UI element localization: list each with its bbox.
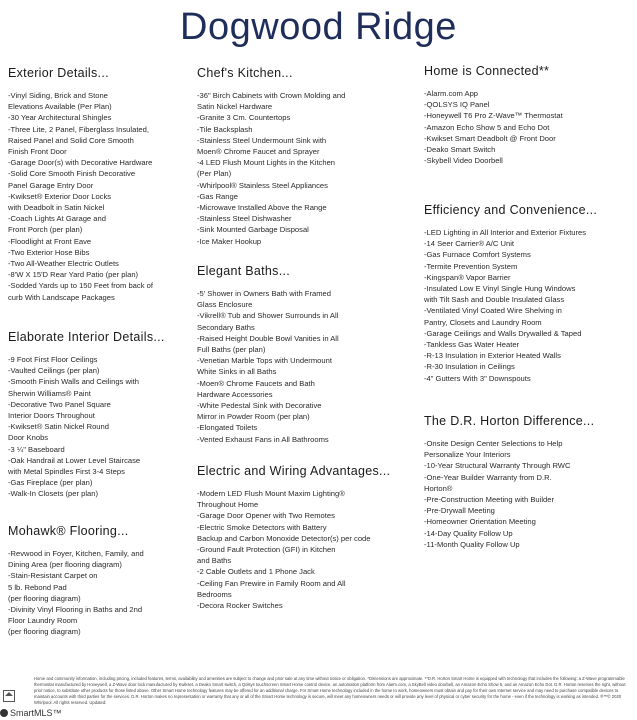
feature-item: -Gas Furnace Comfort Systems [424,250,531,260]
feature-item: Moen® Chrome Faucet and Sprayer [197,147,320,157]
feature-item: -Stain-Resistant Carpet on [8,571,98,581]
feature-item: curb With Landscape Packages [8,292,115,302]
feature-item: -Pre-Drywall Meeting [424,506,495,516]
section-heading: Efficiency and Convenience... [424,203,598,217]
section-heading: Chef's Kitchen... [197,66,293,80]
logo-mark-icon [0,709,8,717]
feature-item: Personalize Your Interiors [424,450,511,460]
feature-item: -Walk-In Closets (per plan) [8,489,99,499]
feature-item: Secondary Baths [197,322,255,332]
feature-item: -Deako Smart Switch [424,145,496,155]
feature-item: -Homeowner Orientation Meeting [424,517,536,527]
interior-section [8,330,193,500]
section-heading: Elaborate Interior Details... [8,330,165,344]
smartmls-logo [0,708,62,718]
efficiency-section [424,203,636,384]
disclaimer-text: Home and community information, including pricing, included features, terms, availability and amenities are subject to change and prior sale at any time without notice or obligation. *Dimensions are approximate. **D.R. Horton Smart Home is equipped with technology that includes the following: a Z-Wave programmable thermostat manufactured by Honeywell, a Z-Wave door lock manufactured by Kwikset, a Deako Smart switch, a Qolsys touchscreen Smart Home control device, an automation platform from Alarm.com, a SkyBell video doorbell, an Amazon Echo Show 5, and an Amazon Echo Dot. D.R. Horton reserves the right, without prior notice, to substitute other products for those listed above. Other Smart Home technology features may be offered for an additional charge. For Smart Home technology included in the home to work, homeowners must obtain and pay for their own Internet service and may need to purchase compatible devices to maintain accounts with third parties for the services. D.R. Horton makes no representation or warranty that any or all of the Smart Home technology is secure, will meet any homeowners needs or will provide any level of physical or cyber security for the home - even if the technology is working as intended. ®™© 2020 Whirlpool. All rights reserved. Updated: [34,676,626,705]
feature-item: -Garage Ceilings and Walls Drywalled & Taped [424,328,582,338]
feature-item: -Vikrell® Tub and Shower Surrounds in All [197,311,339,321]
feature-item: -Skybell Video Doorbell [424,156,503,166]
feature-item: -Coach Lights At Garage and [8,214,106,224]
feature-item: -Three Lite, 2 Panel, Fiberglass Insulated, [8,124,149,134]
feature-item: Full Baths (per plan) [197,345,266,355]
connected-section [424,64,636,166]
feature-item: -Revwood in Foyer, Kitchen, Family, and [8,549,144,558]
feature-item: -Sodded Yards up to 150 Feet from back of [8,281,153,291]
feature-item: -Kwikset® Exterior Door Locks [8,191,112,201]
feature-item: -LED Lighting in All Interior and Exterior Fixtures [424,228,587,237]
feature-item: -Decora Rocker Switches [197,601,283,611]
feature-item: -Ventilated Vinyl Coated Wire Shelving in [424,306,562,316]
feature-item: Front Porch (per plan) [8,225,83,235]
feature-item: -Kwikset Smart Deadbolt @ Front Door [424,133,556,143]
feature-item: Pantry, Closets and Laundry Room [424,317,542,327]
feature-list [8,548,193,638]
logo-text: SmartMLS™ [10,708,62,718]
feature-item: -10-Year Structural Warranty Through RWC [424,461,571,471]
feature-item: Panel Garage Entry Door [8,180,94,190]
page-title: Dogwood Ridge [180,6,457,48]
feature-item: -Oak Handrail at Lower Level Staircase [8,455,141,465]
feature-item: -4 LED Flush Mount Lights in the Kitchen [197,158,336,168]
feature-item: -11-Month Quality Follow Up [424,539,520,549]
feature-item: -30 Year Architectural Shingles [8,113,112,123]
feature-item: Hardware Accessories [197,389,273,399]
feature-item: -Ceiling Fan Prewire in Family Room and All [197,578,346,588]
feature-item: (per flooring diagram) [8,593,81,603]
feature-item: -Divinity Vinyl Flooring in Baths and 2nd [8,605,143,615]
feature-item: Satin Nickel Hardware [197,102,273,112]
feature-item: 5 lb. Rebond Pad [8,582,67,592]
feature-item: Dining Area (per flooring diagram) [8,560,122,570]
feature-list [424,88,636,166]
feature-item: -Vinyl Siding, Brick and Stone [8,91,108,100]
feature-item: Bedrooms [197,589,232,599]
feature-item: Mirror in Powder Room (per plan) [197,412,310,422]
feature-item: -14 Seer Carrier® A/C Unit [424,239,514,249]
feature-item: -Floodlight at Front Eave [8,236,92,246]
feature-item: with Metal Spindles First 3-4 Steps [8,467,125,477]
feature-item: -QOLSYS IQ Panel [424,100,490,110]
feature-item: with Tilt Sash and Double Insulated Glass [424,295,565,305]
feature-list [8,90,193,303]
feature-item: -Microwave Installed Above the Range [197,203,327,213]
feature-item: -4" Gutters With 3" Downspouts [424,373,531,383]
feature-item: -Garage Door Opener with Two Remotes [197,511,335,521]
feature-item: -Kingspan® Vapor Barrier [424,272,511,282]
feature-item: -Kwikset® Satin Nickel Round [8,422,109,432]
feature-item: -Solid Core Smooth Finish Decorative [8,169,136,179]
difference-section [424,414,636,550]
feature-item: -R-13 Insulation in Exterior Heated Walls [424,351,561,361]
feature-item: -Tankless Gas Water Heater [424,340,520,350]
feature-item: -Vaulted Ceilings (per plan) [8,366,100,376]
equal-housing-icon [3,690,15,702]
feature-item: -White Pedestal Sink with Decorative [197,401,322,411]
feature-list [197,90,419,247]
feature-item: Throughout Home [197,500,259,510]
feature-item: and Baths [197,556,232,566]
feature-list [197,288,419,445]
section-heading: Exterior Details... [8,66,109,80]
feature-item: Door Knobs [8,433,49,443]
kitchen-section [197,66,419,247]
feature-item: Interior Doors Throughout [8,411,95,421]
feature-item: -Venetian Marble Tops with Undermount [197,356,332,366]
section-heading: The D.R. Horton Difference... [424,414,595,428]
feature-item: -Pre-Construction Meeting with Builder [424,495,554,505]
feature-item: -Smooth Finish Walls and Ceilings with [8,377,139,387]
section-heading: Home is Connected** [424,64,550,78]
feature-item: -Stainless Steel Dishwasher [197,214,292,224]
feature-item: -Onsite Design Center Selections to Help [424,439,563,448]
feature-item: Raised Panel and Solid Core Smooth [8,135,134,145]
feature-item: -Whirlpool® Stainless Steel Appliances [197,180,328,190]
feature-item: -Alarm.com App [424,89,479,98]
feature-item: -Two Exterior Hose Bibs [8,247,90,257]
feature-item: -36" Birch Cabinets with Crown Molding and [197,91,346,100]
feature-item: -Termite Prevention System [424,261,518,271]
feature-item: -Moen® Chrome Faucets and Bath [197,378,315,388]
feature-item: Horton® [424,483,453,493]
feature-item: -Garage Door(s) with Decorative Hardware [8,158,153,168]
feature-item: -Vented Exhaust Fans in All Bathrooms [197,434,329,444]
feature-item: Backup and Carbon Monoxide Detector(s) per code [197,533,371,543]
feature-item: -Ground Fault Protection (GFI) in Kitchen [197,545,336,555]
feature-list [424,227,636,384]
flooring-section [8,524,193,638]
feature-item: -14-Day Quality Follow Up [424,528,513,538]
feature-item: -Stainless Steel Undermount Sink with [197,135,327,145]
feature-item: Finish Front Door [8,147,67,157]
electric-section [197,464,419,611]
feature-list [197,488,419,611]
feature-item: -Elongated Toilets [197,423,258,433]
feature-item: -Raised Height Double Bowl Vanities in All [197,333,339,343]
feature-item: -Sink Mounted Garbage Disposal [197,225,309,235]
baths-section [197,264,419,445]
feature-item: -Decorative Two Panel Square [8,399,111,409]
feature-item: -Honeywell T6 Pro Z-Wave™ Thermostat [424,111,563,121]
feature-item: -Granite 3 Cm. Countertops [197,113,291,123]
feature-item: -One-Year Builder Warranty from D.R. [424,472,552,482]
feature-item: Sherwin Williams® Paint [8,388,91,398]
feature-item: with Deadbolt in Satin Nickel [8,203,105,213]
feature-item: -2 Cable Outlets and 1 Phone Jack [197,567,315,577]
feature-item: -Electric Smoke Detectors with Battery [197,522,327,532]
section-heading: Electric and Wiring Advantages... [197,464,391,478]
feature-item: -Amazon Echo Show 5 and Echo Dot [424,122,550,132]
feature-item: -Modern LED Flush Mount Maxim Lighting® [197,489,345,498]
feature-list [8,354,193,500]
feature-item: -Gas Range [197,191,238,201]
feature-item: Elevations Available (Per Plan) [8,102,112,112]
feature-item: -5' Shower in Owners Bath with Framed [197,289,331,298]
feature-item: Floor Laundry Room [8,616,78,626]
feature-item: -3 ¼" Baseboard [8,444,65,454]
exterior-section [8,66,193,303]
feature-item: -Two All-Weather Electric Outlets [8,259,119,269]
section-heading: Mohawk® Flooring... [8,524,129,538]
feature-list [424,438,636,550]
feature-item: -8'W X 15'D Rear Yard Patio (per plan) [8,270,139,280]
feature-item: -Ice Maker Hookup [197,236,262,246]
feature-item: -Insulated Low E Vinyl Single Hung Windows [424,284,576,294]
feature-item: (Per Plan) [197,169,232,179]
feature-item: -R-30 Insulation in Ceilings [424,362,515,372]
feature-item: -Tile Backsplash [197,124,253,134]
feature-item: (per flooring diagram) [8,627,81,637]
feature-item: White Sinks in all Baths [197,367,277,377]
section-heading: Elegant Baths... [197,264,291,278]
feature-item: -9 Foot First Floor Ceilings [8,355,98,364]
feature-item: Glass Enclosure [197,300,253,310]
feature-item: -Gas Fireplace (per plan) [8,478,93,488]
